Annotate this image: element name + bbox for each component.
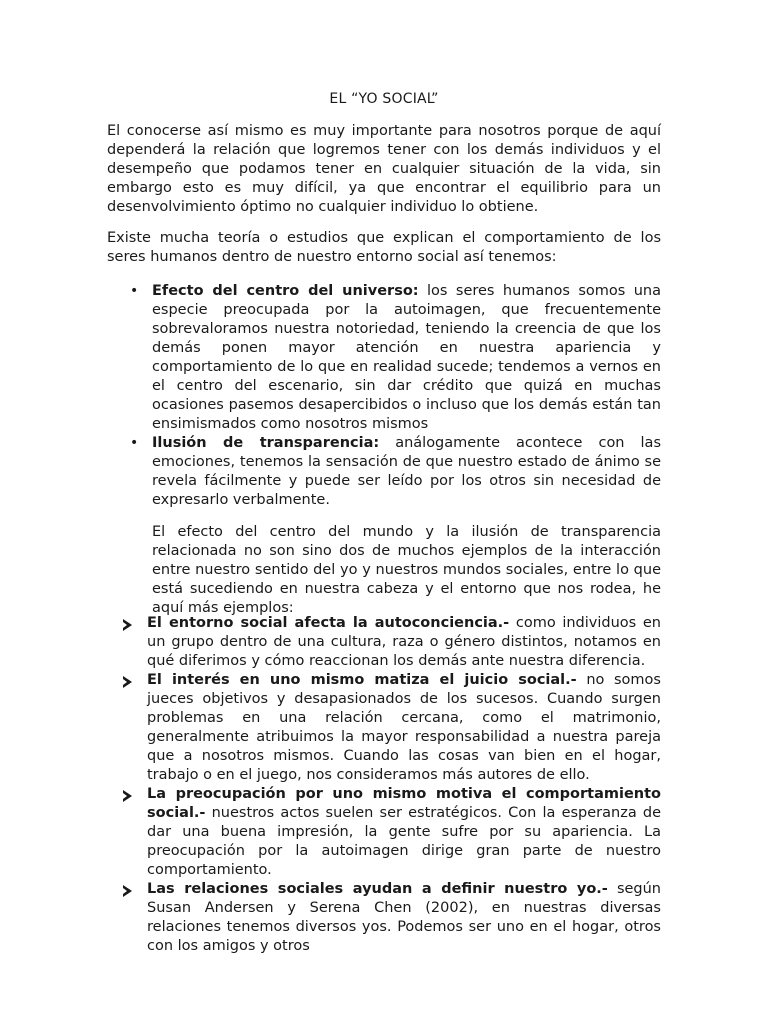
bullet-icon: • — [130, 435, 139, 451]
bullet-item-transparencia — [130, 434, 661, 510]
arrow-bullet-icon — [123, 790, 132, 802]
arrow-text: según Susan Andersen y Serena Chen (2002), en nuestras diversas relaciones tenemos diversos yos. Podemos ser uno en el hogar, otros con los amigos y otros — [147, 881, 661, 954]
arrow-heading: La preocupación por uno mismo motiva el comportamiento social.- — [147, 786, 661, 821]
bullet-heading: Ilusión de transparencia: — [152, 435, 380, 451]
theory-paragraph: Existe mucha teoría o estudios que explican el comportamiento de los seres humanos dentro de nuestro entorno social así tenemos: — [107, 230, 661, 265]
bullet-text: análogamente acontece con las emociones, tenemos la sensación de que nuestro estado de ánimo se revela fácilmente y puede ser leído por los otros sin necesidad de expresarlo verbalmente. — [152, 435, 661, 508]
arrow-text: como individuos en un grupo dentro de una cultura, raza o género distintos, notamos en qué diferimos y cómo reaccionan los demás ante nuestra diferencia. — [147, 615, 661, 669]
bullet-icon: • — [130, 283, 139, 299]
arrow-bullet-icon — [123, 885, 132, 897]
arrow-list — [147, 614, 661, 956]
arrow-text: no somos jueces objetivos y desapasionados de los sucesos. Cuando surgen problemas en una relación cercana, como el matrimonio, generalmente atribuimos la mayor responsabilidad a nuestra pareja que a nosotros mismos. Cuando las cosas van bien en el hogar, trabajo o en el juego, nos consideramos más autores de ello. — [147, 672, 661, 783]
arrow-heading: El interés en uno mismo matiza el juicio social.- — [147, 672, 577, 688]
arrow-bullet-icon — [123, 676, 132, 688]
arrow-bullet-icon — [123, 619, 132, 631]
bullet-list — [130, 282, 661, 510]
arrow-heading: Las relaciones sociales ayudan a definir nuestro yo.- — [147, 881, 608, 897]
arrow-item-juicio-social — [147, 671, 661, 785]
bullet-item-centro-universo — [130, 282, 661, 434]
arrow-item-comportamiento-social — [147, 785, 661, 880]
arrow-text: nuestros actos suelen ser estratégicos. Con la esperanza de dar una buena impresión, la gente sufre por su apariencia. La preocupación por la autoimagen dirige gran parte de nuestro comportamiento. — [147, 805, 661, 878]
intro-paragraph: El conocerse así mismo es muy importante para nosotros porque de aquí dependerá la relación que logremos tener con los demás individuos y el desempeño que podamos tener en cualquier situación de la vida, sin embargo esto es muy difícil, ya que encontrar el equilibrio para un desenvolvimiento óptimo no cualquier individuo lo obtiene. — [107, 123, 661, 215]
arrow-item-relaciones-sociales — [147, 880, 661, 956]
bullet-heading: Efecto del centro del universo: — [152, 283, 419, 299]
arrow-item-autoconciencia — [147, 614, 661, 671]
bullet-text: los seres humanos somos una especie preocupada por la autoimagen, que frecuentemente sobrevaloramos nuestra notoriedad, teniendo la creencia de que los demás ponen mayor atención en nuestra apariencia y comportamiento de lo que en realidad sucede; tendemos a vernos en el centro del escenario, sin dar crédito que quizá en muchas ocasiones pasemos desapercibidos o incluso que los demás están tan ensimismados como nosotros mismos — [152, 283, 661, 432]
examples-paragraph: El efecto del centro del mundo y la ilusión de transparencia relacionada no son sino dos de muchos ejemplos de la interacción entre nuestro sentido del yo y nuestros mundos sociales, entre lo que está sucediendo en nuestra cabeza y el entorno que nos rodea, he aquí más ejemplos: — [152, 524, 661, 616]
document-title: EL “YO SOCIAL” — [329, 91, 439, 107]
arrow-heading: El entorno social afecta la autoconciencia.- — [147, 615, 510, 631]
